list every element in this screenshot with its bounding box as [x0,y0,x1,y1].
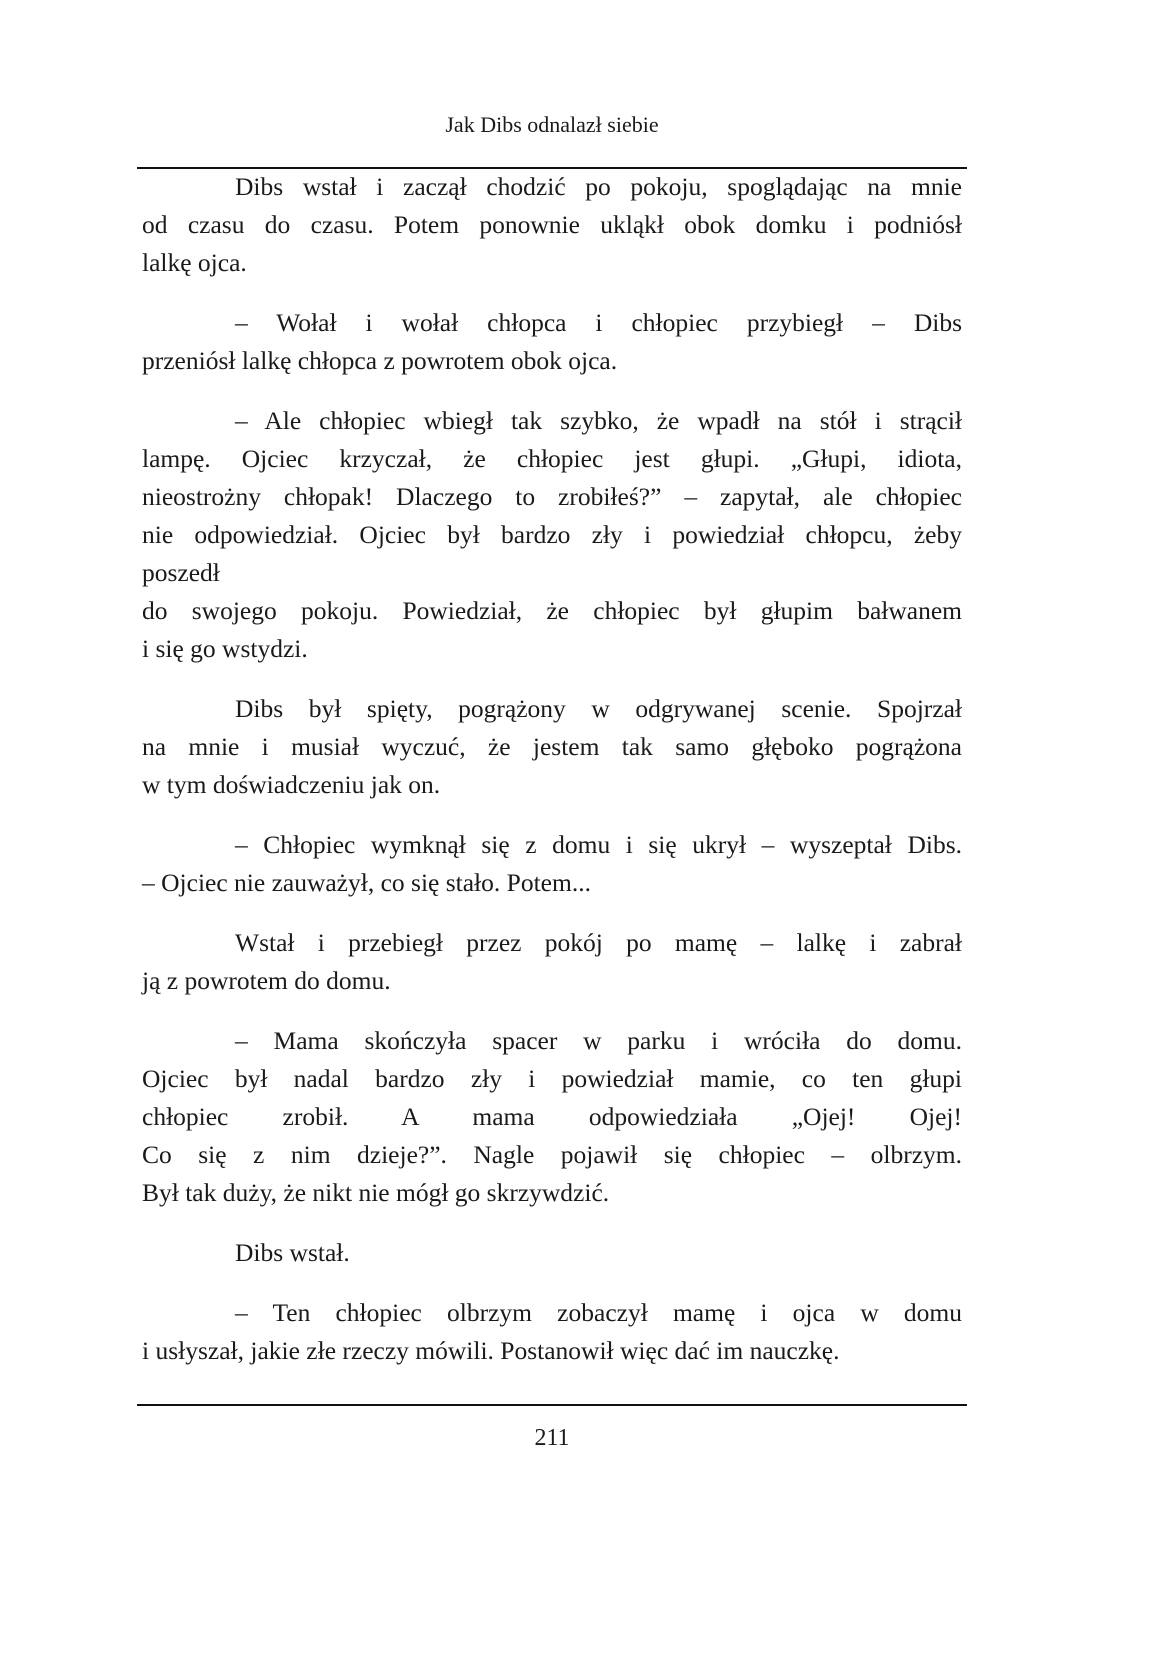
text-line: przeniósł lalkę chłopca z powrotem obok ojca. [142,346,618,375]
text-line: – Ale chłopiec wbiegł tak szybko, że wpadł na stół i strącił [235,406,962,435]
text-line: ją z powrotem do domu. [142,966,391,995]
text-line: nieostrożny chłopak! Dlaczego to zrobiłeś?” – zapytał, ale chłopiec [142,482,962,511]
paragraph [142,304,962,380]
text-line: w tym doświadczeniu jak on. [142,770,441,799]
text-line: i usłyszał, jakie złe rzeczy mówili. Postanowił więc dać im nauczkę. [142,1336,840,1365]
text-line: Wstał i przebiegł przez pokój po mamę – lalkę i zabrał [235,928,962,957]
text-line: – Wołał i wołał chłopca i chłopiec przybiegł – Dibs [235,308,962,337]
text-line: lampę. Ojciec krzyczał, że chłopiec jest głupi. „Głupi, idiota, [142,444,962,473]
text-line: – Chłopiec wymknął się z domu i się ukrył – wyszeptał Dibs. [235,830,962,859]
text-line: Co się z nim dzieje?”. Nagle pojawił się chłopiec – olbrzym. [142,1140,962,1169]
paragraph [142,1294,962,1370]
paragraph [142,826,962,902]
text-line: – Ten chłopiec olbrzym zobaczył mamę i ojca w domu [235,1298,962,1327]
text-line: Ojciec był nadal bardzo zły i powiedział mamie, co ten głupi [142,1064,962,1093]
text-line: nie odpowiedział. Ojciec był bardzo zły i powiedział chłopcu, żeby [142,520,962,549]
text-line: Dibs wstał i zaczął chodzić po pokoju, spoglądając na mnie [235,172,962,201]
text-line: chłopiec zrobił. A mama odpowiedziała „Ojej! Ojej! [142,1102,962,1131]
text-line: na mnie i musiał wyczuć, że jestem tak samo głęboko pogrążona [142,732,962,761]
text-line: do swojego pokoju. Powiedział, że chłopiec był głupim bałwanem [142,596,962,625]
text-line: od czasu do czasu. Potem ponownie ukląkł obok domku i podniósł [142,210,962,239]
paragraph [142,690,962,804]
text-line: Był tak duży, że nikt nie mógł go skrzywdzić. [142,1178,610,1207]
paragraph [142,1234,962,1272]
paragraph [142,168,962,282]
text-line: Dibs był spięty, pogrążony w odgrywanej scenie. Spojrzał [235,694,962,723]
text-line: – Mama skończyła spacer w parku i wróciła do domu. [235,1026,962,1055]
text-line: Dibs wstał. [235,1238,350,1267]
paragraph [142,1022,962,1212]
text-line: lalkę ojca. [142,248,247,277]
page-number: 211 [534,1425,570,1451]
body-text [142,168,962,1392]
paragraph [142,402,962,668]
paragraph [142,924,962,1000]
text-line: – Ojciec nie zauważył, co się stało. Potem... [142,868,591,897]
footer-rule [137,1404,967,1406]
running-header: Jak Dibs odnalazł siebie [445,112,659,137]
text-line: poszedł [142,558,220,587]
text-line: i się go wstydzi. [142,634,308,663]
